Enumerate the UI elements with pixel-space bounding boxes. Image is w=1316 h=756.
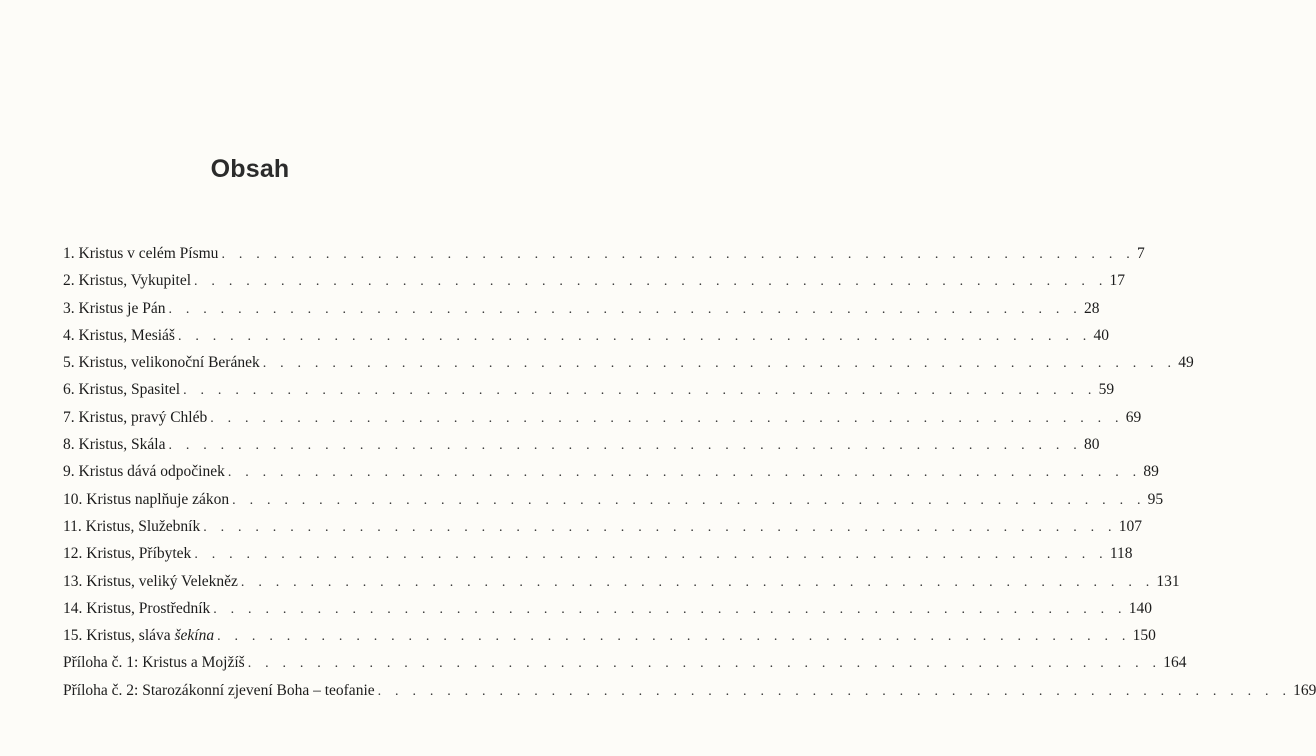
toc-entry-title: 7. Kristus, pravý Chléb xyxy=(63,408,208,426)
toc-leader-dots: . . . . . . . . . . . . . . . . . . . . . . . . . . . . . . . . . . . . . . . . . . . . . . . . . . . . . xyxy=(168,301,1082,317)
toc-entry-title: 8. Kristus, Skála xyxy=(63,436,166,454)
toc-entry-title: 6. Kristus, Spasitel xyxy=(63,381,181,399)
toc-page-number: 169 xyxy=(1293,681,1316,699)
toc-entry-title: 9. Kristus dává odpočinek xyxy=(63,463,225,481)
toc-leader-dots: . . . . . . . . . . . . . . . . . . . . . . . . . . . . . . . . . . . . . . . . . . . . . . . . . . . . . xyxy=(227,465,1142,481)
toc-page-number: 140 xyxy=(1128,599,1152,617)
toc-entry xyxy=(63,568,1180,595)
toc-leader-dots: . . . . . . . . . . . . . . . . . . . . . . . . . . . . . . . . . . . . . . . . . . . . . . . . . . . . . xyxy=(203,519,1117,535)
toc-entry xyxy=(63,540,1133,567)
toc-entry xyxy=(63,295,1100,322)
toc-entry xyxy=(63,458,1159,485)
toc-entry-title: 11. Kristus, Služebník xyxy=(63,517,201,535)
toc-entry-title: 5. Kristus, velikonoční Beránek xyxy=(63,354,260,372)
toc-leader-dots: . . . . . . . . . . . . . . . . . . . . . . . . . . . . . . . . . . . . . . . . . . . . . . . . . . . . . xyxy=(194,274,1108,290)
toc-entry xyxy=(63,486,1164,513)
toc-page-number: 49 xyxy=(1178,354,1194,372)
toc-leader-dots: . . . . . . . . . . . . . . . . . . . . . . . . . . . . . . . . . . . . . . . . . . . . . . . . . . . . . xyxy=(217,629,1131,645)
toc-page-number: 150 xyxy=(1132,627,1156,645)
toc-entry-title: Příloha č. 2: Starozákonní zjevení Boha – teofanie xyxy=(63,681,375,699)
toc-page-number: 7 xyxy=(1136,245,1145,262)
toc-entry-title: 10. Kristus naplňuje zákon xyxy=(63,490,230,508)
toc-leader-dots: . . . . . . . . . . . . . . . . . . . . . . . . . . . . . . . . . . . . . . . . . . . . . . . . . . . . . xyxy=(221,247,1135,262)
toc-entry-title xyxy=(63,622,217,649)
toc-page-number: 17 xyxy=(1109,272,1126,290)
toc-page-number: 69 xyxy=(1125,408,1142,426)
toc-entry xyxy=(63,431,1100,458)
toc-leader-dots: . . . . . . . . . . . . . . . . . . . . . . . . . . . . . . . . . . . . . . . . . . . . . . . . . . . . . xyxy=(210,410,1124,426)
toc-leader-dots: . . . . . . . . . . . . . . . . . . . . . . . . . . . . . . . . . . . . . . . . . . . . . . . . . . . . . xyxy=(168,438,1082,454)
toc-page-number: 95 xyxy=(1147,490,1164,508)
toc-entry-title: 12. Kristus, Příbytek xyxy=(63,545,192,563)
toc-leader-dots: . . . . . . . . . . . . . . . . . . . . . . . . . . . . . . . . . . . . . . . . . . . . . . . . . . . . . xyxy=(262,356,1177,372)
toc-leader-dots: . . . . . . . . . . . . . . . . . . . . . . . . . . . . . . . . . . . . . . . . . . . . . . . . . . . . . xyxy=(177,328,1092,344)
toc-entry-title: 1. Kristus v celém Písmu xyxy=(63,245,219,262)
toc-entry xyxy=(63,677,1316,704)
toc-leader-dots: . . . . . . . . . . . . . . . . . . . . . . . . . . . . . . . . . . . . . . . . . . . . . . . . . . . . . xyxy=(377,683,1292,699)
toc-leader-dots: . . . . . . . . . . . . . . . . . . . . . . . . . . . . . . . . . . . . . . . . . . . . . . . . . . . . . xyxy=(247,656,1162,672)
toc-entry-title: 4. Kristus, Mesiáš xyxy=(63,326,175,344)
toc-entry-title: 13. Kristus, veliký Velekněz xyxy=(63,572,238,590)
toc-entry-title-italic: šekína xyxy=(174,627,215,645)
toc-entry-title-text: 15. Kristus, sláva xyxy=(63,627,175,645)
toc-entry xyxy=(63,595,1152,622)
toc-page-number: 164 xyxy=(1163,654,1187,672)
toc-page-number: 118 xyxy=(1109,545,1133,563)
toc-entry xyxy=(63,376,1115,403)
toc-entry-title: Příloha č. 1: Kristus a Mojžíš xyxy=(63,654,245,672)
toc-page-number: 80 xyxy=(1083,436,1100,454)
toc-entry xyxy=(63,649,1187,676)
toc-leader-dots: . . . . . . . . . . . . . . . . . . . . . . . . . . . . . . . . . . . . . . . . . . . . . . . . . . . . . xyxy=(232,492,1146,508)
toc-entry-title: 3. Kristus je Pán xyxy=(63,299,166,317)
toc-page-number: 59 xyxy=(1098,381,1115,399)
toc-entry xyxy=(63,349,1194,376)
toc-page-number: 107 xyxy=(1118,517,1142,535)
toc-entry xyxy=(63,267,1126,294)
toc-entry xyxy=(63,322,1109,349)
toc-leader-dots: . . . . . . . . . . . . . . . . . . . . . . . . . . . . . . . . . . . . . . . . . . . . . . . . . . . . . xyxy=(240,574,1155,590)
toc-entry-title: 14. Kristus, Prostředník xyxy=(63,599,211,617)
toc-entry xyxy=(63,513,1142,540)
toc-page-number: 131 xyxy=(1156,572,1180,590)
table-of-contents xyxy=(63,240,1316,704)
toc-entry xyxy=(63,404,1142,431)
toc-leader-dots: . . . . . . . . . . . . . . . . . . . . . . . . . . . . . . . . . . . . . . . . . . . . . . . . . . . . . xyxy=(183,383,1097,399)
toc-page-number: 28 xyxy=(1083,299,1100,317)
toc-entry xyxy=(63,622,1156,649)
page-title: Obsah xyxy=(210,154,290,183)
toc-entry xyxy=(63,240,1145,267)
toc-leader-dots: . . . . . . . . . . . . . . . . . . . . . . . . . . . . . . . . . . . . . . . . . . . . . . . . . . . . . xyxy=(194,547,1108,563)
toc-entry-title: 2. Kristus, Vykupitel xyxy=(63,272,192,290)
toc-page-number: 40 xyxy=(1093,326,1109,344)
toc-page-number: 89 xyxy=(1143,463,1159,481)
toc-leader-dots: . . . . . . . . . . . . . . . . . . . . . . . . . . . . . . . . . . . . . . . . . . . . . . . . . . . . . xyxy=(213,601,1127,617)
